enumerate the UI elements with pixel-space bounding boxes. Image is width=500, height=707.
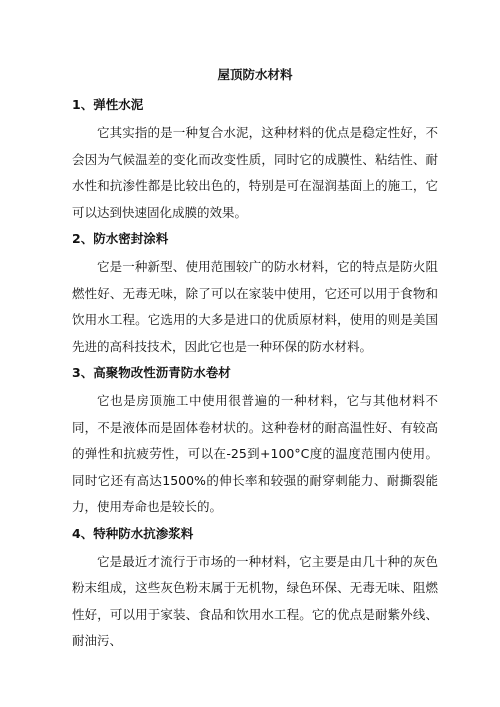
section-heading: 2、防水密封涂料 bbox=[72, 231, 169, 246]
section-paragraph: 它也是房顶施工中使用很普遍的一种材料，它与其他材料不同，不是液体而是固体卷材状的。这种卷材的耐高温性好、有较高的弹性和抗疲劳性，可以在-25到+100°C度的温度范围内使用。同时它还有高达1500%的伸长率和较强的耐穿刺能力、耐撕裂能力，使用寿命也是较长的。 bbox=[72, 393, 438, 514]
section-heading: 4、特种防水抗渗浆料 bbox=[72, 525, 194, 541]
section-heading: 3、高聚物改性沥青防水卷材 bbox=[72, 365, 231, 380]
document-title: 屋顶防水材料 bbox=[217, 67, 293, 82]
section-paragraph: 它是一种新型、使用范围较广的防水材料，它的特点是防火阻燃性好、无毒无味，除了可以在家装中使用，它还可以用于食物和饮用水工程。它选用的大多是进口的优质原材料，使用的则是美国先进的高科技技术，因此它也是一种环保的防水材料。 bbox=[72, 259, 438, 354]
section-special-anti-seepage-slurry bbox=[72, 525, 438, 655]
section-heading: 1、弹性水泥 bbox=[72, 97, 144, 112]
section-modified-asphalt-membrane bbox=[72, 364, 438, 521]
section-elastic-cement bbox=[72, 96, 438, 226]
section-paragraph: 它其实指的是一种复合水泥，这种材料的优点是稳定性好，不会因为气候温差的变化而改变性质，同时它的成膜性、粘结性、耐水性和抗渗性都是比较出色的，特别是可在湿润基面上的施工，它可以达到快速固化成膜的效果。 bbox=[72, 125, 438, 220]
section-waterproof-sealant bbox=[72, 230, 438, 360]
section-paragraph: 它是最近才流行于市场的一种材料，它主要是由几十种的灰色粉末组成，这些灰色粉末属于无机物，绿色环保、无毒无味、阻燃性好，可以用于家装、食品和饮用水工程。它的优点是耐紫外线、耐油污、 bbox=[72, 553, 438, 648]
